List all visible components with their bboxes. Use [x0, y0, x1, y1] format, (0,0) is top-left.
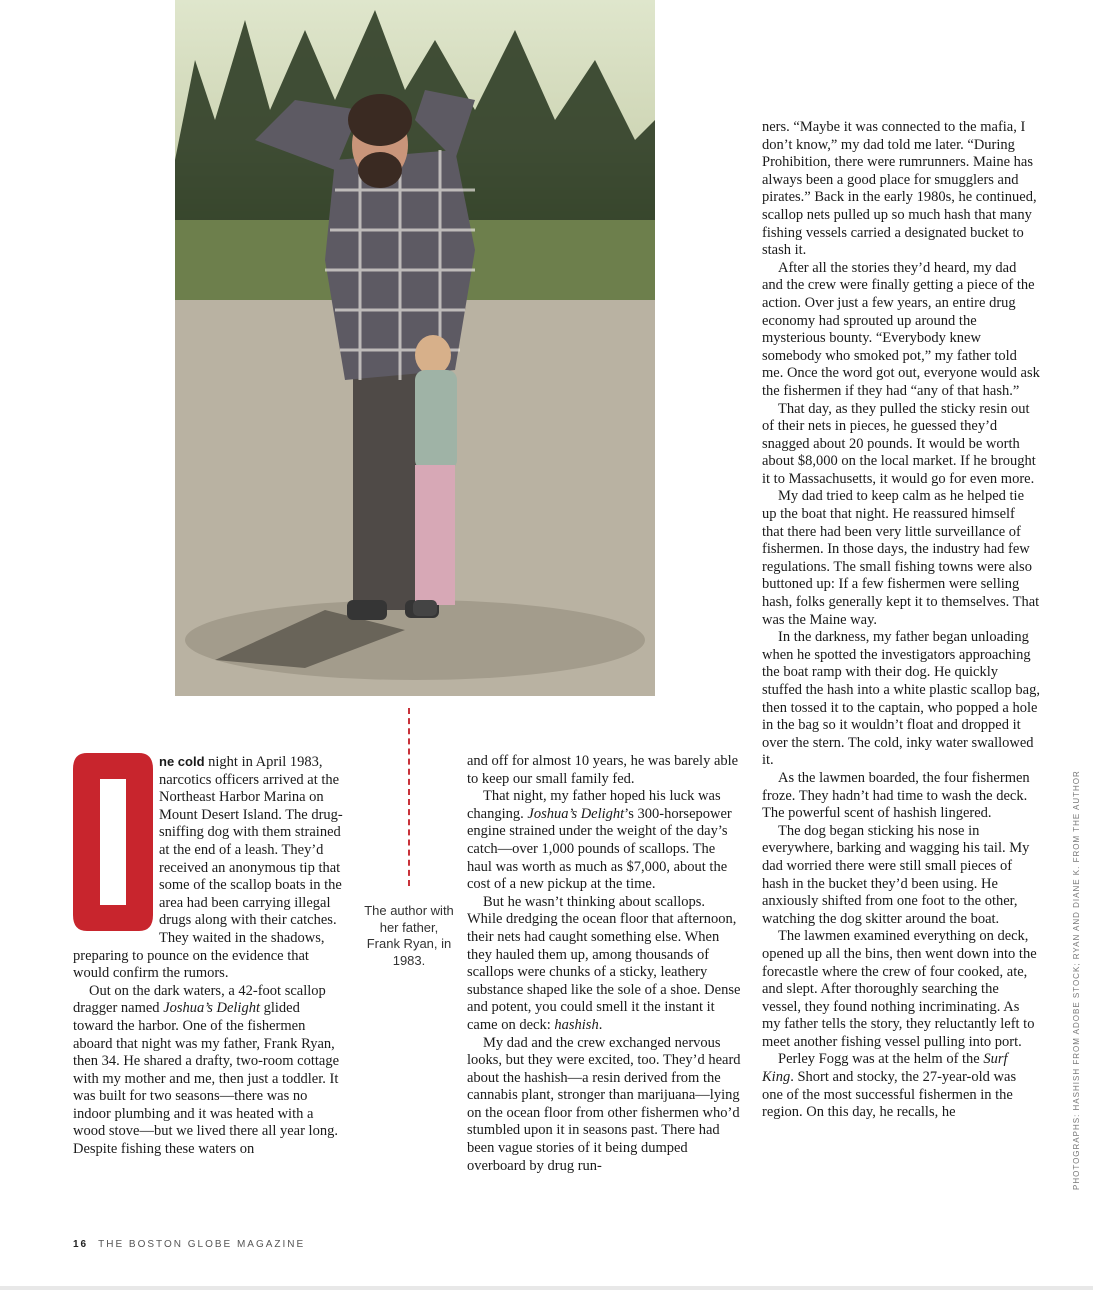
paragraph-1: ne cold night in April 1983, narcotics officers arrived at the Northeast Harbor Marina on Mount Desert Island. The drug-sniffing dog with them strained at the end of a leash. They’d received an anonymous tip that some of the scallop boats in the area had been carrying illegal drugs along with their catches. They waited in the shadows, preparing to pounce on the evidence that would confirm the rumors.: [73, 754, 343, 982]
paragraph-3: That night, my father hoped his luck was changing. Joshua’s Delight’s 300-horsepower engine strained under the weight of the day’s catch—over 1,000 pounds of scallops. The haul was worth as much as $7,000, about the cost of a new pickup at the time.: [467, 788, 732, 893]
folio: [73, 1239, 305, 1250]
paragraph-4: But he wasn’t thinking about scallops. While dredging the ocean floor that afternoon, their nets had caught something else. When they hauled them up, among thousands of scallops were chunks of a sticky, leathery substance shaped like the sole of a shoe. Dense and potent, you could smell it the instant it came on deck: hashish.: [467, 893, 741, 1033]
publication-name: THE BOSTON GLOBE MAGAZINE: [98, 1239, 306, 1250]
photo-caption: The author with her father, Frank Ryan, in 1983.: [364, 903, 454, 968]
article-photo: [175, 0, 655, 696]
paragraph-7: That day, as they pulled the sticky resin out of their nets in pieces, he guessed they’d snagged about 20 pounds. It would be worth about $8,000 on the local market. If he brought it to Massachusetts, it would go for even more.: [762, 400, 1036, 487]
paragraph-5b: ners. “Maybe it was connected to the mafia, I don’t know,” my dad told me later. “During Prohibition, there were rumrunners. Maine has always been a good place for smugglers and pirates.” Back in the early 1980s, he continued, scallop nets pulled up so much hash that many fishing vessels carried a designated bucket to stash it.: [762, 119, 1037, 259]
paragraph-5a: My dad and the crew exchanged nervous looks, but they were excited, too. They’d heard about the hashish—a resin derived from the cannabis plant, stronger than marijuana—lying on the ocean floor from other fishermen who’d stumbled upon it in seasons past. There had been vague stories of it being dumped overboard by drug run-: [467, 1034, 741, 1174]
article-column-1: [73, 753, 343, 1159]
paragraph-10: As the lawmen boarded, the four fishermen froze. They hadn’t had time to wash the deck. The powerful scent of hashish lingered.: [762, 769, 1030, 822]
paragraph-8: My dad tried to keep calm as he helped tie up the boat that night. He reassured himself that there had been very little surveillance of fishermen. In those days, the industry had few regulations. The small fishing towns were also buttoned up: If a few fishermen were selling hash, folks generally kept it to themselves. That was the Maine way.: [762, 488, 1040, 628]
photo-credit: PHOTOGRAPHS: HASHISH FROM ADOBE STOCK; RYAN AND DIANE K. FROM THE AUTHOR: [1072, 770, 1081, 1190]
paragraph-2b: and off for almost 10 years, he was barely able to keep our small family fed.: [467, 753, 739, 787]
paragraph-2a: Out on the dark waters, a 42-foot scallop dragger named Joshua’s Delight glided toward the harbor. One of the fishermen aboard that night was my father, Frank Ryan, then 34. He shared a drafty, two-room cottage with my mother and me, then just a toddler. It was built for two seasons—there was no indoor plumbing and it was heated with a wood stove—but we lived there all year long. Despite fishing these waters on: [73, 982, 340, 1158]
paragraph-13: Perley Fogg was at the helm of the Surf King. Short and stocky, the 27-year-old was one of the most successful fishermen in the region. On this day, he recalls, he: [762, 1051, 1017, 1121]
article-column-2: [467, 753, 742, 1175]
photo-father-daughter: [175, 0, 655, 696]
paragraph-12: The lawmen examined everything on deck, opened up all the bins, then went down into the forecastle where the crew of four cooked, ate, and slept. After thoroughly searching the vessel, they found nothing incriminating. As my father tells the story, they reluctantly left to meet another fishing vessel pulling into port.: [762, 928, 1037, 1050]
page-edge: [0, 1286, 1093, 1290]
article-column-3: [762, 119, 1040, 1122]
paragraph-11: The dog began sticking his nose in everywhere, barking and wagging his tail. My dad worried there were still small pieces of hash in the bucket they’d been using. He anxiously shifted from one foot to the other, watching the dog skitter around the boat.: [762, 822, 1030, 927]
paragraph-6: After all the stories they’d heard, my dad and the crew were finally getting a piece of the action. Over just a few years, an entire drug economy had sprouted up around the mysterious bounty. “Everybody knew somebody who smoked pot,” my father told me. Once the word got out, everyone would ask the fishermen if they had “any of that hash.”: [762, 259, 1040, 399]
caption-rule: [408, 708, 410, 886]
page-number: 16: [73, 1239, 89, 1250]
paragraph-9: In the darkness, my father began unloading when he spotted the investigators approaching the boat ramp with their dog. He quickly stuffed the hash into a white plastic scallop bag, then tossed it to the captain, who popped a hole in the bag so it wouldn’t float and dropped it over the stern. The cold, inky water swallowed it.: [762, 629, 1040, 769]
dropcap-letter: [73, 753, 153, 931]
lead-in: ne cold: [159, 754, 205, 769]
